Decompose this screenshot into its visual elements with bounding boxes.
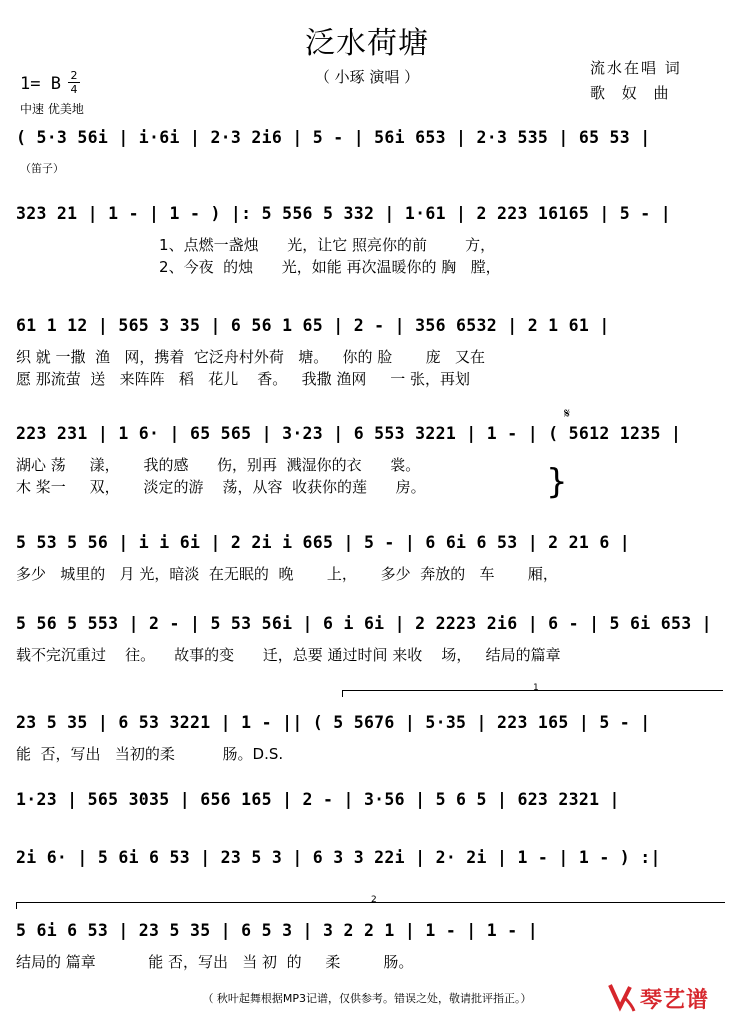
composer-credit: 歌 奴 曲 [590, 84, 675, 102]
volta-bracket-2: 2 [16, 902, 725, 909]
footer-note: （ 秋叶起舞根据MP3记谱，仅供参考。错误之处，敬请批评指正。） [202, 992, 532, 1005]
notation-row: 5 56 5 553 | 2 - | 5 53 56i | 6 i 6i | 2 2223 2i6 | 6 - | 5 6i 653 | [16, 614, 712, 633]
lyric-line: 湖心 荡 漾， 我的感 伤，别再 溅湿你的衣 裳。 [16, 456, 421, 474]
notation-row: 5 53 5 56 | i i 6i | 2 2i i 665 | 5 - | 6 6i 6 53 | 2 21 6 | [16, 533, 631, 552]
notation-row: 61 1 12 | 565 3 35 | 6 56 1 65 | 2 - | 356 6532 | 2 1 61 | [16, 316, 610, 335]
meter-top: 2 [70, 69, 78, 82]
lyric-line: 1、点燃一盏烛 光，让它 照亮你的前 方， [16, 236, 496, 254]
notation-row: 5 6i 6 53 | 23 5 35 | 6 5 3 | 3 2 2 1 | 1 - | 1 - | [16, 921, 538, 940]
key-signature: 1= B [20, 74, 61, 94]
lyric-line: 2、今夜 的烛 光，如能 再次温暖你的 胸 膛， [16, 258, 501, 276]
lyric-line: 愿 那流萤 送 来阵阵 稻 花儿 香。 我撒 渔网 一 张，再划 [16, 370, 470, 388]
notation-row: 2i 6· | 5 6i 6 53 | 23 5 3 | 6 3 3 22i | 2· 2i | 1 - | 1 - ) :| [16, 848, 661, 867]
notation-row: ( 5·3 56i | i·6i | 2·3 2i6 | 5 - | 56i 653 | 2·3 535 | 65 53 | [16, 128, 651, 147]
notation-row: 223 231 | 1 6· | 65 565 | 3·23 | 6 553 3221 | 1 - | ( 5612 1235 | [16, 424, 682, 443]
volta-bracket-1: 1 [342, 690, 723, 697]
notation-row: 23 5 35 | 6 53 3221 | 1 - || ( 5 5676 | 5·35 | 223 165 | 5 - | [16, 713, 651, 732]
lyric-line: 多少 城里的 月 光，暗淡 在无眠的 晚 上， 多少 奔放的 车 厢， [16, 565, 558, 583]
performer-subtitle: （ 小琢 演唱 ） [314, 68, 420, 86]
instrument-note: （笛子） [20, 162, 64, 175]
lyric-line: 结局的 篇章 能 否，写出 当 初 的 柔 肠。 [16, 953, 414, 971]
notation-row: 1·23 | 565 3035 | 656 165 | 2 - | 3·56 | 5 6 5 | 623 2321 | [16, 790, 620, 809]
page-title: 泛水荷塘 [305, 26, 429, 61]
lyricist-credit: 流水在唱 词 [590, 59, 682, 77]
site-logo[interactable] [606, 981, 726, 1017]
notation-row: 323 21 | 1 - | 1 - ) |: 5 556 5 332 | 1·61 | 2 223 16165 | 5 - | [16, 204, 671, 223]
lyric-line: 能 否，写出 当初的柔 肠。D.S. [16, 745, 284, 763]
lyric-line: 织 就 一撒 渔 网，携着 它泛舟村外荷 塘。 你的 脸 庞 又在 [16, 348, 485, 366]
logo-text: 琴艺谱 [640, 988, 710, 1013]
segno-icon: 𝄋 [564, 406, 571, 422]
tempo-marking: 中速 优美地 [20, 102, 84, 116]
brace-icon: } [546, 462, 568, 502]
time-signature [68, 70, 80, 95]
logo-mark-icon [606, 981, 636, 1013]
lyric-line: 载不完沉重过 往。 故事的变 迁，总要 通过时间 来收 场， 结局的篇章 [16, 646, 561, 664]
meter-bottom: 4 [70, 83, 78, 96]
lyric-line: 木 桨一 双， 淡定的游 荡，从容 收获你的莲 房。 [16, 478, 426, 496]
